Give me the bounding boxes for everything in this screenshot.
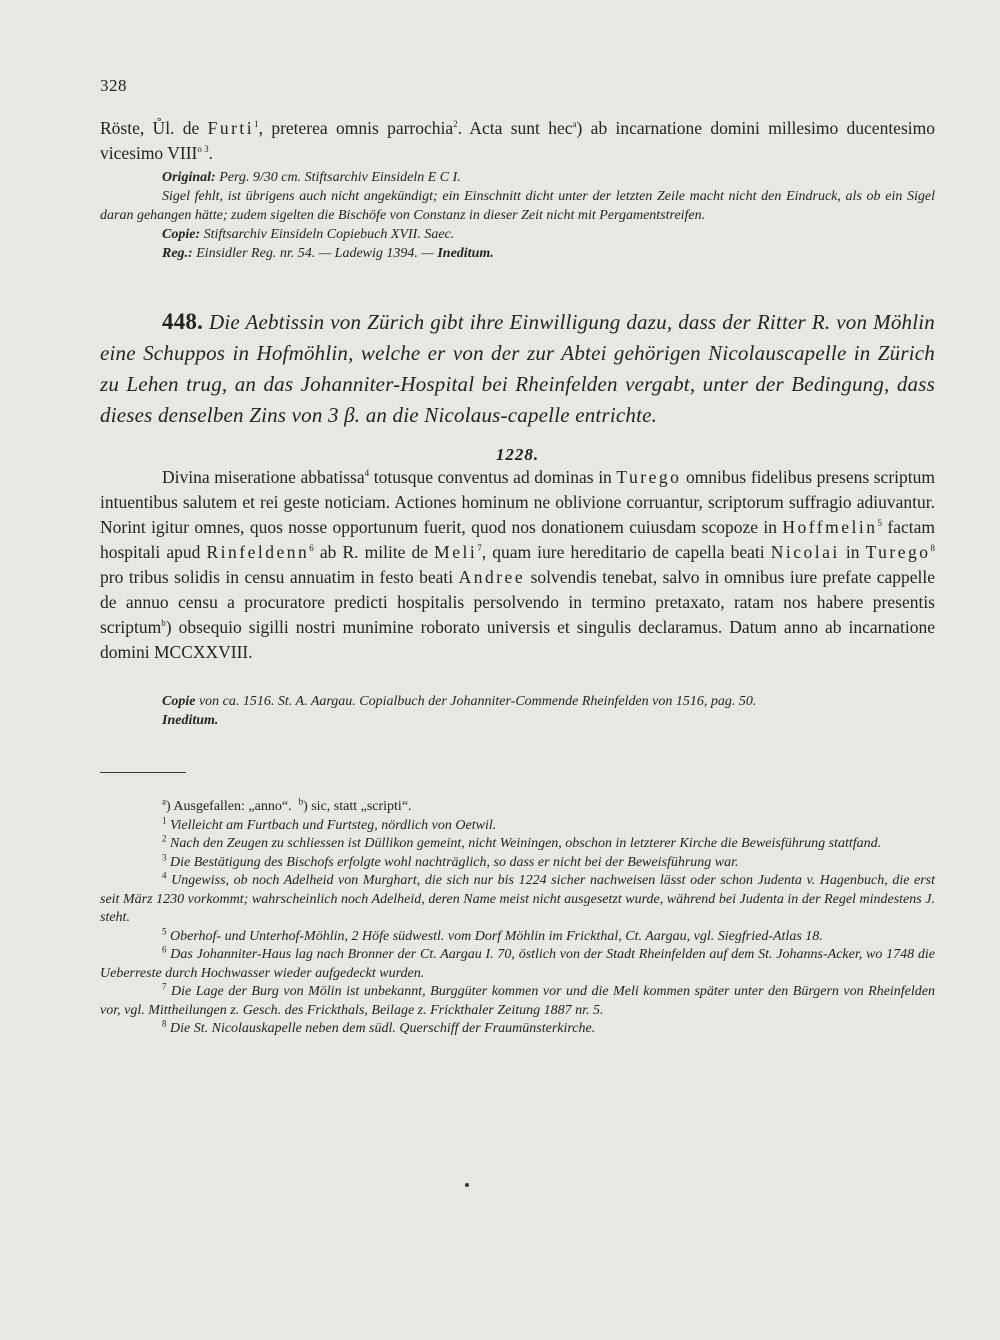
footnote-item: $^4$ Ungewiss, ob noch Adelheid von Murghart, die sich nur bis 1224 sicher nachweisen lässt oder schon Judenta v. Hagenbuch, die erst seit März 1230 vorkommt; wahrscheinlich noch Adelheid, deren Name meist nicht ausgesetzt wurde, während bei Judenta in der Regel mindestens J. steht.	[100, 870, 935, 925]
ink-speck	[465, 1183, 469, 1187]
footnote-item: $^6$ Das Johanniter-Haus lag nach Bronner der Ct. Aargau I. 70, östlich von der Stadt Rheinfelden auf dem St. Johanns-Acker, wo 1748 die Ueberreste durch Hochwasser wieder aufgedeckt wurden.	[100, 944, 935, 981]
footnote-item: $^2$ Nach den Zeugen zu schliessen ist Düllikon gemeint, nicht Weiningen, obschon in letzterer Kirche die Beweisführung stattfand.	[162, 833, 882, 851]
ineditum-note: Ineditum.	[162, 713, 219, 728]
footnote-item: $^5$ Oberhof- und Unterhof-Möhlin, 2 Höfe südwestl. vom Dorf Möhlin im Frickthal, Ct. Aargau, vgl. Siegfried-Atlas 18.	[162, 925, 823, 944]
page-number: 328	[100, 76, 127, 95]
closing-text: Röste, Ůl. de Furti$^1$, preterea omnis parrochia$^2$. Acta sunt hec$^a$) ab incarnatione domini millesimo ducentesimo vicesimo $VIII^{o 3}$.	[100, 118, 935, 163]
document-summary: Die Aebtissin von Zürich gibt ihre Einwilligung dazu, dass der Ritter R. von Möhlin eine Schuppos in Hofmöhlin, welche er von der zur Abtei gehörigen Nicolauscapelle in Zürich zu Lehen trug, an das Johanniter-Hospital bei Rheinfelden vergabt, unter der Bedingung, dass dieses denselben Zins von 3 β. an die Nicolaus-capelle entrichte.	[100, 310, 935, 427]
document-448-heading	[100, 306, 935, 431]
document-448-source	[100, 692, 935, 730]
charter-text: Divina miseratione abbatissa$^4$ totusque conventus ad dominas in Turego omnibus fidelibus presens scriptum intuentibus salutem et rei geste noticiam. Actiones hominum ne oblivione corruantur, scriptorum suffragio adiuvantur. Norint igitur omnes, quos nosse opportunum fuerit, quod nos donationem cuiusdam scopoze in Hoffmelin$^5$ factam hospitali apud Rinfeldenn$^6$ ab R. milite de Meli$^7$, quam iure hereditario de capella beati Nicolai in Turego$^8$ pro tribus solidis in censu annuatim in festo beati Andree solvendis tenebat, salvo in omnibus iure prefate cappelle de annuo censu a procuratore predicti hospitalis persolvendo in termino pretaxato, ratam nos habere presentis scriptum$^b$) obsequio sigilli nostri munimine roborato universis et singulis declaramus. Datum anno ab incarnatione domini MCCXXVIII.	[100, 467, 935, 662]
original-note: Original: Perg. 9/30 cm. Stiftsarchiv Einsideln E C I.	[162, 170, 461, 185]
footnotes	[100, 798, 935, 1039]
reg-note: Reg.: Einsidler Reg. nr. 54. — Ladewig 1394. — Ineditum.	[162, 246, 494, 261]
document-number: 448.	[162, 309, 204, 334]
copie-note: Copie: Stiftsarchiv Einsideln Copiebuch XVII. Saec.	[162, 227, 455, 242]
previous-document-end	[100, 116, 935, 166]
copie-source: Copie von ca. 1516. St. A. Aargau. Copialbuch der Johanniter-Commende Rheinfelden von 1516, pag. 50.	[162, 694, 757, 709]
sigel-note: Sigel fehlt, ist übrigens auch nicht angekündigt; ein Einschnitt dicht unter der letzten Zeile macht nicht den Eindruck, als ob ein Sigel daran gehangen hätte; zudem sigelten die Bischöfe von Constanz in dieser Zeit nicht mit Pergamentstreifen.	[100, 189, 935, 223]
footnote-item: $^7$ Die Lage der Burg von Mölin ist unbekannt, Burggüter kommen vor und die Meli kommen später unter den Bürgern von Rheinfelden vor, vgl. Mittheilungen z. Gesch. des Frickthals, Beilage z. Frickthaler Zeitung 1887 nr. 5.	[100, 981, 936, 1018]
footnote-divider	[100, 772, 186, 773]
document-year: 1228.	[495, 445, 540, 464]
document-448-text	[100, 465, 935, 665]
footnote-item: $^1$ Vielleicht am Furtbach und Furtsteg, nördlich von Oetwil.	[162, 814, 497, 833]
footnote-letters: $^a$) Ausgefallen: „anno“. $^b$) sic, statt „scripti“.	[162, 796, 412, 814]
source-notes	[100, 168, 935, 263]
footnote-item: $^3$ Die Bestätigung des Bischofs erfolgte wohl nachträglich, so dass er nicht bei der Beweisführung war.	[162, 851, 739, 870]
footnote-item: $^8$ Die St. Nicolauskapelle neben dem südl. Querschiff der Fraumünsterkirche.	[162, 1018, 596, 1036]
